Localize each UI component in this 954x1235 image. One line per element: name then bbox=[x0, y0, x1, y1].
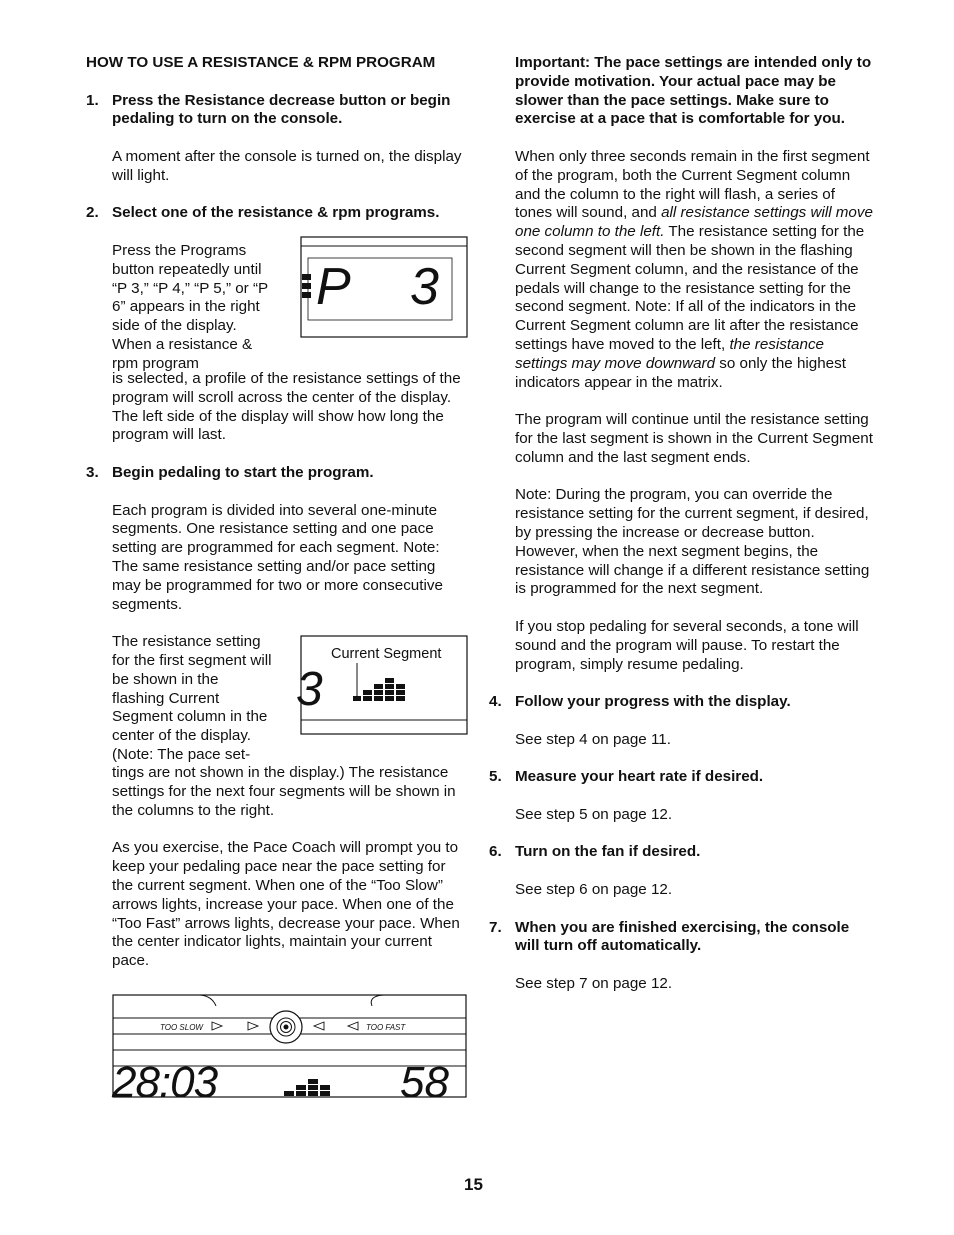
override-paragraph: Note: During the program, you can override the resistance setting for the current segment, if desired, by pressing the increase or decrease button. However, when the next segment begins, the resistance will change if a different resistance setting is programmed for the next segment. bbox=[515, 486, 870, 598]
step-6-body: See step 6 on page 12. bbox=[515, 881, 673, 899]
right-column bbox=[489, 54, 874, 994]
right-readout: 58 bbox=[400, 1058, 449, 1107]
step-4-body: See step 4 on page 11. bbox=[515, 730, 671, 748]
step-3-title: 3. Begin pedaling to start the program. bbox=[86, 463, 374, 481]
step-number: 1. bbox=[86, 91, 99, 109]
step-4-title: 4. Follow your progress with the display. bbox=[489, 693, 791, 711]
step-5-body: See step 5 on page 12. bbox=[515, 805, 673, 823]
display-left-char: P bbox=[316, 257, 351, 316]
step-5-title: 5. Measure your heart rate if desired. bbox=[489, 768, 764, 786]
step-number: 4. bbox=[489, 693, 502, 711]
current-segment-label: Current Segment bbox=[331, 646, 442, 663]
step-number: 3. bbox=[86, 463, 99, 481]
too-slow-arrow-icon bbox=[212, 1022, 222, 1030]
too-slow-arrow-icon bbox=[248, 1022, 258, 1030]
display-right-char: 3 bbox=[410, 257, 439, 316]
display-segment-char: 3 bbox=[296, 663, 323, 717]
step-3-para-1: Each program is divided into several one-minute segments. One resistance setting and one pace setting are programmed for each segment. Note: The same resistance setting and/or pace setting may be programmed for two or more consecutive segments. bbox=[112, 501, 443, 613]
step-3-para-2: Current Segment 3 The resistance setting for the first segment will be shown in the flashing Current Segment column in the center of the display. (Note: The pace set- tings are not shown in the display.) The resistance settings for the next four segments will be shown in the columns to the right. bbox=[86, 633, 468, 820]
step-6-title: 6. Turn on the fan if desired. bbox=[489, 843, 701, 861]
time-readout: 28:03 bbox=[112, 1058, 218, 1107]
step-7-title: 7. When you are finished exercising, the console will turn off automatically. bbox=[489, 918, 850, 955]
step-3-para-3: As you exercise, the Pace Coach will prompt you to keep your pedaling pace near the pace setting for the current segment. When one of the “Too Slow” arrows lights, increase your pace. When one of the “Too Fast” arrows lights, decrease your pace. When the center indicator lights, maintain your current pace. bbox=[112, 839, 460, 970]
step-2-title: 2. Select one of the resistance & rpm programs. bbox=[86, 204, 440, 222]
segment-transition-paragraph: When only three seconds remain in the first segment of the program, both the Current Segment column and the column to the right will flash, a series of tones will sound, and all resistance settings will move one column to the left. The resistance setting for the second segment will then be shown in the flashing Current Segment column, and the resistance of the pedals will change to the resistance setting for the second segment. Note: If all of the indicators in the Current Segment column are lit after the resistance settings have moved to the left, the resistance settings may move downward so only the highest indicators appear in the matrix. bbox=[515, 147, 873, 391]
pace-indicator-icon bbox=[270, 1011, 302, 1043]
too-slow-label: TOO SLOW bbox=[160, 1023, 203, 1032]
important-note: Important: The pace settings are intended only to provide motivation. Your actual pace may be slower than the pace settings. Make sure to exercise at a pace that is comfortable for you. bbox=[515, 54, 872, 128]
step-7-body: See step 7 on page 12. bbox=[515, 975, 673, 993]
too-fast-arrow-icon bbox=[314, 1022, 324, 1030]
program-end-paragraph: The program will continue until the resistance setting for the last segment is shown in the Current Segment column and the last segment ends. bbox=[515, 411, 873, 466]
section-heading: HOW TO USE A RESISTANCE & RPM PROGRAM bbox=[86, 54, 436, 71]
step-number: 6. bbox=[489, 843, 502, 861]
pause-paragraph: If you stop pedaling for several seconds, a tone will sound and the program will pause. To restart the program, simply resume pedaling. bbox=[515, 617, 859, 673]
step-number: 5. bbox=[489, 768, 502, 786]
resistance-profile-bars bbox=[284, 1079, 330, 1096]
page-number: 15 bbox=[464, 1175, 483, 1194]
step-1-title: 1. Press the Resistance decrease button or begin pedaling to turn on the console. bbox=[86, 91, 451, 128]
resistance-profile-bars bbox=[353, 678, 405, 701]
step-2-body: P 3 Press the Programs button repeatedly until “P 3,” “P 4,” “P 5,” or “P 6” appears in the right side of the display. When a resistance & rpm program is selected, a profile of the resistance settings of the program will scroll across the center of the display. The left side of the display will show how long the program will last. bbox=[86, 242, 468, 445]
console-display-pace-coach bbox=[112, 994, 468, 1107]
too-fast-label: TOO FAST bbox=[366, 1023, 406, 1032]
console-display-program bbox=[300, 236, 468, 340]
step-number: 7. bbox=[489, 918, 502, 936]
too-fast-arrow-icon bbox=[348, 1022, 358, 1030]
left-column bbox=[86, 54, 468, 971]
console-display-segment bbox=[296, 635, 468, 737]
step-number: 2. bbox=[86, 204, 99, 222]
step-1-body: A moment after the console is turned on, the display will light. bbox=[112, 147, 462, 184]
